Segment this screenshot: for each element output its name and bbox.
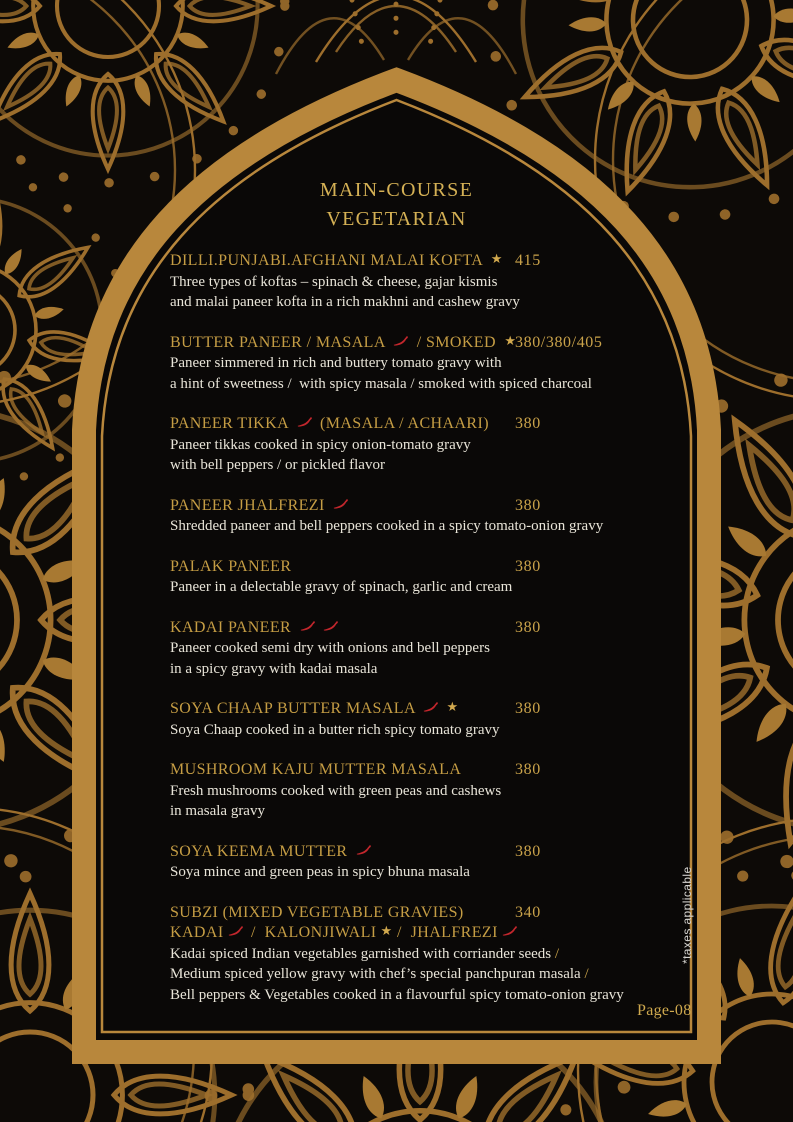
menu-item-desc-line	[170, 638, 660, 659]
menu-item-desc-line	[170, 862, 660, 883]
text-segment: SOYA CHAAP BUTTER MASALA	[170, 700, 420, 717]
menu-item-desc-line	[170, 781, 660, 802]
text-segment: PALAK PANEER	[170, 557, 292, 575]
menu-item-title-row	[170, 618, 660, 639]
menu-item-price: 380	[515, 700, 541, 717]
menu-item-name	[170, 904, 464, 921]
text-segment: SUBZI (MIXED VEGETABLE GRAVIES)	[170, 903, 464, 921]
menu-item-desc-line	[170, 577, 660, 598]
menu-item-description	[170, 516, 660, 537]
section-title	[105, 176, 688, 234]
text-segment: with bell peppers / or pickled flavor	[170, 457, 385, 473]
text-segment: Bell peppers & Vegetables cooked in a flavourful spicy tomato-onion gravy	[170, 986, 624, 1003]
star-icon: ★	[490, 251, 503, 266]
menu-item-desc-line	[170, 985, 660, 1006]
menu-item-name	[170, 761, 461, 778]
menu-item-name	[170, 252, 503, 269]
text-segment: MUSHROOM KAJU MUTTER MASALA	[170, 761, 462, 778]
text-segment: Shredded paneer and bell peppers cooked in a spicy tomato-onion gravy	[170, 518, 604, 534]
text-segment: PANEER TIKKA	[170, 415, 293, 432]
menu-item-name	[170, 558, 291, 575]
text-segment: Paneer cooked semi dry with onions and bell peppers	[170, 640, 490, 656]
menu-item-description	[170, 353, 660, 394]
section-title-line2: VEGETARIAN	[326, 208, 467, 230]
menu-item-description	[170, 638, 660, 679]
menu-item-name	[170, 415, 489, 432]
text-segment: a hint of sweetness / with spicy masala / smoked with spiced charcoal	[170, 375, 592, 392]
text-segment: and malai paneer kofta in a rich makhni and cashew gravy	[170, 294, 520, 310]
menu-item-name	[170, 619, 342, 636]
menu-item-title-row	[170, 414, 660, 435]
menu-item-desc-line	[170, 374, 660, 395]
menu-item	[170, 618, 660, 680]
menu-item-desc-line	[170, 516, 660, 537]
menu-item-subtitle	[170, 923, 660, 944]
menu-item-description	[170, 272, 660, 313]
menu-item-title-row	[170, 333, 660, 354]
chili-icon	[332, 494, 350, 516]
menu-item-desc-line	[170, 964, 660, 985]
text-segment: Paneer in a delectable gravy of spinach, garlic and cream	[170, 579, 513, 595]
star-icon: ★	[504, 332, 517, 348]
text-segment: Medium spiced yellow gravy with chef’s special panchpuran masala	[170, 966, 581, 982]
menu-item-price: 380	[515, 557, 541, 575]
menu-item	[170, 699, 660, 740]
text-segment: SOYA KEEMA MUTTER	[170, 842, 352, 860]
chili-icon	[355, 840, 373, 862]
text-segment: Fresh mushrooms cooked with green peas and cashews	[170, 782, 502, 799]
menu-item	[170, 760, 660, 822]
menu-item-name	[170, 497, 352, 514]
text-segment: Kadai spiced Indian vegetables garnished with corriander seeds	[170, 945, 552, 962]
menu-item-desc-line	[170, 353, 660, 374]
text-segment: KADAI	[170, 924, 224, 941]
section-title-line1: MAIN-COURSE	[319, 179, 474, 201]
menu-item-description	[170, 577, 660, 598]
menu-item-price: 380	[515, 618, 541, 636]
text-segment: / JHALFREZI	[392, 924, 498, 941]
menu-item-description	[170, 781, 660, 822]
text-segment: (MASALA / ACHAARI)	[315, 415, 489, 432]
chili-icon	[298, 616, 316, 638]
text-segment: / SMOKED	[412, 333, 501, 351]
page-number: Page-08	[637, 1002, 692, 1019]
menu-item-desc-line	[170, 801, 660, 822]
text-segment: in a spicy gravy with kadai masala	[170, 660, 378, 677]
menu-item	[170, 903, 660, 1006]
menu-item-desc-line	[170, 944, 660, 965]
menu-item	[170, 414, 660, 476]
menu-item-title-row	[170, 557, 660, 578]
menu-item-desc-line	[170, 272, 660, 293]
menu-item-price: 380/380/405	[515, 333, 603, 351]
text-segment: DILLI.PUNJABI.AFGHANI MALAI KOFTA	[170, 252, 487, 269]
menu-item	[170, 842, 660, 883]
menu-item-description	[170, 720, 660, 741]
menu-item-title-row	[170, 760, 660, 781]
text-segment: BUTTER PANEER / MASALA	[170, 333, 390, 351]
chili-icon	[296, 412, 314, 434]
text-segment: /	[551, 945, 560, 962]
chili-icon	[321, 616, 339, 638]
menu-item-price: 415	[515, 252, 541, 269]
text-segment: /	[580, 966, 589, 982]
menu-item-desc-line	[170, 659, 660, 680]
menu-item-title-row	[170, 903, 660, 924]
chili-icon	[422, 697, 440, 719]
text-segment: / KALONJIWALI	[246, 924, 377, 941]
text-segment: Soya mince and green peas in spicy bhuna masala	[170, 864, 470, 880]
menu-item-description	[170, 944, 660, 1006]
menu-item	[170, 333, 660, 395]
menu-item-desc-line	[170, 720, 660, 741]
menu-item-name	[170, 700, 459, 717]
menu-item-desc-line	[170, 292, 660, 313]
menu-item-description	[170, 435, 660, 476]
text-segment: Soya Chaap cooked in a butter rich spicy tomato gravy	[170, 721, 500, 738]
menu-item	[170, 251, 660, 313]
menu-item-list	[170, 251, 660, 1025]
chili-icon	[392, 331, 410, 353]
taxes-note: *taxes applicable	[680, 866, 694, 964]
text-segment: in masala gravy	[170, 803, 265, 819]
star-icon: ★	[446, 699, 459, 714]
text-segment: Three types of koftas – spinach & cheese, gajar kismis	[170, 273, 498, 290]
menu-item-price: 380	[515, 842, 541, 860]
chili-icon	[227, 921, 245, 943]
menu-item-price: 380	[515, 761, 541, 778]
text-segment: KADAI PANEER	[170, 618, 296, 636]
menu-item-title-row	[170, 251, 660, 272]
text-segment: Paneer simmered in rich and buttery tomato gravy with	[170, 355, 502, 371]
chili-icon	[501, 921, 519, 943]
menu-item-name	[170, 843, 375, 860]
text-segment: PANEER JHALFREZI	[170, 496, 330, 514]
menu-item-description	[170, 862, 660, 883]
menu-item	[170, 557, 660, 598]
menu-item-price: 340	[515, 903, 541, 921]
menu-item	[170, 496, 660, 537]
menu-item-name	[170, 334, 516, 351]
menu-item-price: 380	[515, 496, 541, 514]
text-segment: Paneer tikkas cooked in spicy onion-tomato gravy	[170, 436, 471, 453]
menu-item-title-row	[170, 842, 660, 863]
menu-item-desc-line	[170, 455, 660, 476]
star-icon: ★	[380, 923, 393, 938]
menu-item-price: 380	[515, 415, 541, 432]
menu-item-title-row	[170, 699, 660, 720]
menu-item-title-row	[170, 496, 660, 517]
menu-item-desc-line	[170, 435, 660, 456]
